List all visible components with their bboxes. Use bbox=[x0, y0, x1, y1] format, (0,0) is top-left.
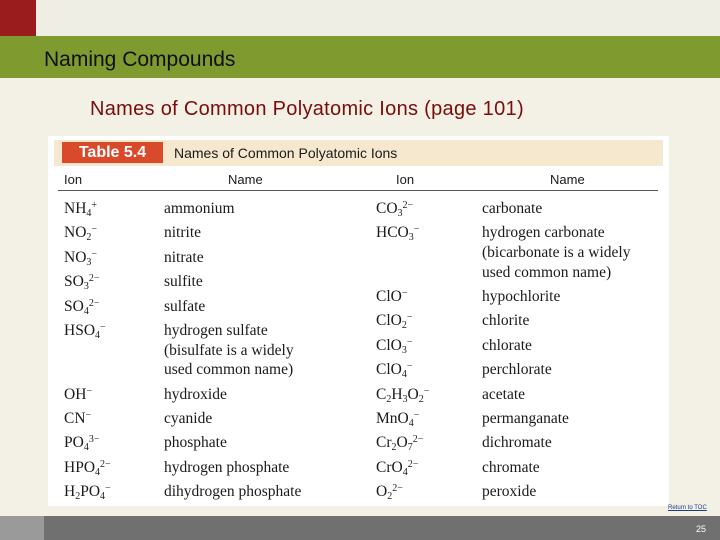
ion-name: dichromate bbox=[482, 434, 552, 452]
ion-name: sulfite bbox=[164, 273, 203, 291]
ion-formula: ClO− bbox=[376, 288, 408, 305]
table-number-label: Table 5.4 bbox=[62, 142, 163, 163]
ion-name: carbonate bbox=[482, 200, 543, 217]
ion-name: (bisulfate is a widely bbox=[164, 341, 294, 359]
table-header-band bbox=[54, 140, 663, 166]
footer-left-block bbox=[0, 516, 44, 540]
page-number: 25 bbox=[695, 524, 706, 534]
ion-name: sulfate bbox=[164, 297, 206, 315]
column-header-ion-left: Ion bbox=[64, 172, 83, 187]
table-caption: Names of Common Polyatomic Ions bbox=[174, 145, 398, 161]
ion-name: hydrogen sulfate bbox=[164, 322, 268, 339]
ion-name: (bicarbonate is a widely bbox=[482, 244, 631, 261]
ion-name: hydroxide bbox=[164, 385, 227, 403]
ion-formula: MnO$_4$− bbox=[376, 410, 420, 429]
ion-formula: $Cr_2O_7^{2-}$ bbox=[376, 434, 424, 454]
column-header-name-right: Name bbox=[550, 172, 585, 187]
ion-formula: $SO_4^{2-}$ bbox=[64, 297, 100, 317]
ion-name: ammonium bbox=[164, 200, 235, 217]
ion-name: chlorite bbox=[482, 312, 530, 330]
ion-name: used common name) bbox=[164, 361, 294, 379]
ion-name: dihydrogen phosphate bbox=[164, 483, 302, 501]
ion-name: acetate bbox=[482, 385, 526, 403]
ion-formula: ClO$_3$− bbox=[376, 336, 413, 356]
ion-formula: OH− bbox=[64, 385, 93, 403]
ion-formula: CN− bbox=[64, 410, 92, 427]
ion-formula: $H_2PO_4^-$ bbox=[64, 483, 111, 503]
ion-formula: $CO_3^{2-}$ bbox=[376, 200, 414, 219]
slide-title: Naming Compounds bbox=[44, 48, 236, 71]
ion-formula: $NH_4^+$ bbox=[64, 200, 98, 219]
ion-name: permanganate bbox=[482, 410, 569, 427]
ion-name: perchlorate bbox=[482, 361, 552, 379]
ion-name: hydrogen phosphate bbox=[164, 458, 290, 476]
ion-name: hydrogen carbonate bbox=[482, 224, 605, 242]
ion-formula: $NO_2^-$ bbox=[64, 224, 98, 244]
ion-formula: $HPO_4^{2-}$ bbox=[64, 458, 111, 478]
footer-bar bbox=[0, 516, 720, 540]
ion-name: hypochlorite bbox=[482, 288, 561, 305]
header-rule bbox=[58, 190, 658, 191]
ion-formula: $C_2H_3O_2^-$ bbox=[376, 385, 430, 405]
ion-name: chlorate bbox=[482, 336, 532, 354]
ion-name: phosphate bbox=[164, 434, 227, 452]
ion-formula: CrO$_4^{2-}$ bbox=[376, 458, 419, 478]
ion-formula: $NO_3^-$ bbox=[64, 248, 98, 268]
return-to-toc-link[interactable]: Return to TOC bbox=[668, 505, 707, 511]
ion-formula: ClO$_2$− bbox=[376, 312, 413, 332]
ion-formula: $SO_3^{2-}$ bbox=[64, 273, 100, 293]
ion-formula: $PO_4^{3-}$ bbox=[64, 434, 100, 454]
polyatomic-ions-table bbox=[48, 136, 669, 506]
ion-name: nitrate bbox=[164, 248, 204, 266]
column-header-name-left: Name bbox=[228, 172, 263, 187]
ion-formula: ClO$_4$− bbox=[376, 361, 413, 381]
ion-formula: $O_2^{2-}$ bbox=[376, 483, 403, 503]
top-band bbox=[36, 0, 720, 36]
ion-formula: $HSO_4^-$ bbox=[64, 322, 106, 341]
ion-name: used common name) bbox=[482, 263, 612, 281]
ion-name: nitrite bbox=[164, 224, 202, 242]
ion-name: chromate bbox=[482, 458, 540, 476]
ion-name: cyanide bbox=[164, 410, 213, 427]
column-header-ion-right: Ion bbox=[396, 172, 415, 187]
corner-accent bbox=[0, 0, 36, 36]
ion-name: peroxide bbox=[482, 483, 537, 501]
slide-subtitle: Names of Common Polyatomic Ions (page 101) bbox=[90, 98, 524, 120]
ion-formula: $HCO_3^-$ bbox=[376, 224, 420, 244]
